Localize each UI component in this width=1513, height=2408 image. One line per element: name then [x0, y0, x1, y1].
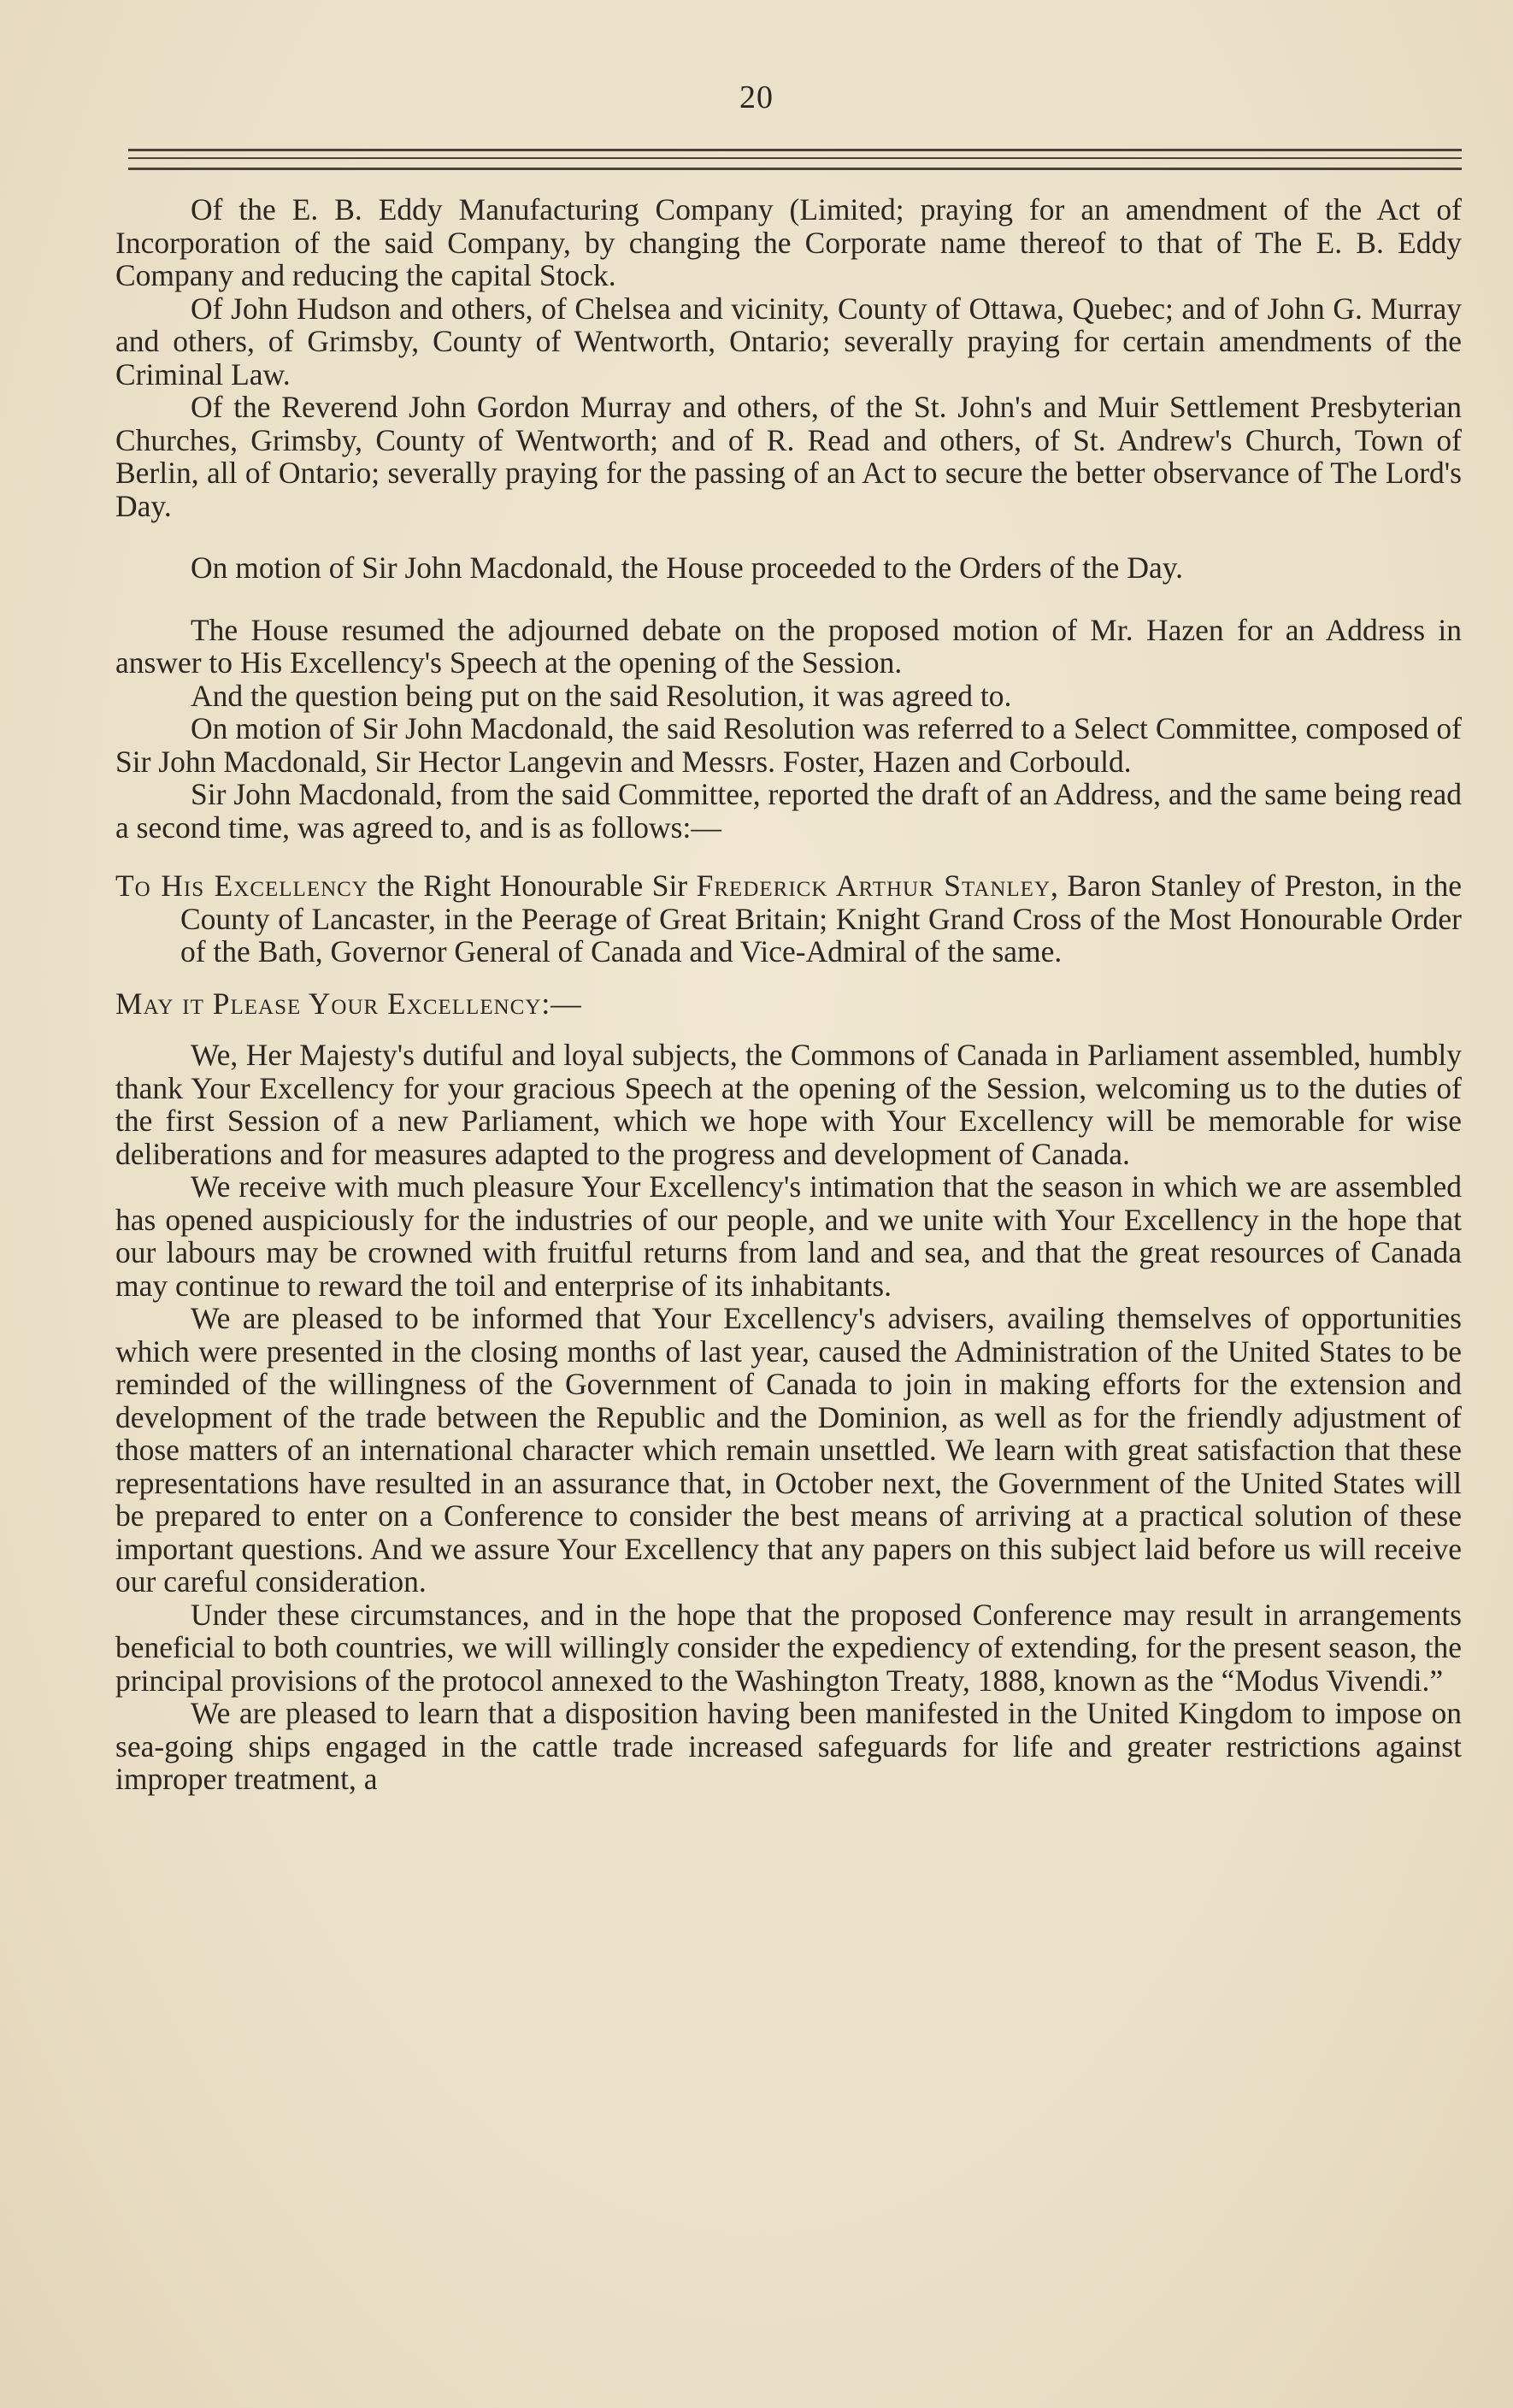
petition-murray: Of the Reverend John Gordon Murray and others, of the St. John's and Muir Settlement Presbyterian Churches, Grimsby, County of Wentworth; and of R. Read and others, of St. Andrew's Church, Town of Berlin, all of Ontario; severally praying for the passing of an Act to secure the better observance of The Lord's Day.: [115, 390, 1462, 523]
petition-eddy: Of the E. B. Eddy Manufacturing Company (Limited; praying for an amendment of the Act of Incorporation of the said Company, by changing the Corporate name thereof to that of The E. B. Eddy Company and reducing the capital Stock.: [115, 192, 1462, 292]
governor-name: Frederick Arthur Stanley: [696, 868, 1051, 903]
adjourned-debate: The House resumed the adjourned debate on the proposed motion of Mr. Hazen for an Address in answer to His Excellency's Speech at the opening of the Session.: [115, 612, 1462, 680]
select-committee: On motion of Sir John Macdonald, the said Resolution was referred to a Select Committee, composed of Sir John Macdonald, Sir Hector Langevin and Messrs. Foster, Hazen and Corbould.: [115, 711, 1462, 779]
address-paragraph-conference: We are pleased to be informed that Your Excellency's advisers, availing themselves of opportunities which were presented in the closing months of last year, caused the Administration of the United States to be reminded of the willingness of the Government of Canada to join in making efforts for the extension and development of the trade between the Republic and the Dominion, as well as for the friendly adjustment of those matters of an international character which remain unsettled. We learn with great satisfaction that these representations have resulted in an assurance that, in October next, the Government of the United States will be prepared to enter on a Conference to consider the best means of arriving at a practical solution of these important questions. And we assure Your Excellency that any papers on this subject laid before us will receive our careful consideration.: [115, 1301, 1462, 1598]
petition-hudson: Of John Hudson and others, of Chelsea and vicinity, County of Ottawa, Quebec; and of John G. Murray and others, of Grimsby, County of Wentworth, Ontario; severally praying for certain amendments of the Criminal Law.: [115, 291, 1462, 392]
address-paragraph-season: We receive with much pleasure Your Excellency's intimation that the season in which we are assembled has opened auspiciously for the industries of our people, and we unite with Your Excellency in the hope that our labours may be crowned with fruitful returns from land and sea, and that the great resources of Canada may continue to reward the toil and enterprise of its inhabitants.: [115, 1169, 1462, 1303]
address-recipient: [115, 869, 1462, 968]
page-number: 20: [739, 79, 774, 115]
address-paragraph-modus-vivendi: Under these circumstances, and in the hope that the proposed Conference may result in arrangements beneficial to both countries, we will willingly consider the expediency of extending, for the present season, the principal provisions of the protocol annexed to the Washington Treaty, 1888, known as the “Modus Vivendi.”: [115, 1597, 1462, 1698]
salutation: May it Please Your Excellency:—: [115, 986, 582, 1021]
committee-report: Sir John Macdonald, from the said Committee, reported the draft of an Address, and the same being read a second time, was agreed to, and is as follows:—: [115, 777, 1462, 845]
address-to-mid: the Right Honourable Sir: [368, 868, 697, 903]
header-rule: [128, 157, 1462, 159]
page-body: [115, 193, 1462, 1796]
address-to-prefix: To His Excellency: [115, 868, 368, 903]
orders-of-the-day: On motion of Sir John Macdonald, the House proceeded to the Orders of the Day.: [191, 550, 1184, 585]
address-paragraph-cattle-trade: We are pleased to learn that a disposition having been manifested in the United Kingdom to impose on sea-going ships engaged in the cattle trade increased safeguards for life and greater restrictions against improper treatment, a: [115, 1696, 1462, 1796]
address-paragraph-thanks: We, Her Majesty's dutiful and loyal subjects, the Commons of Canada in Parliament assembled, humbly thank Your Excellency for your gracious Speech at the opening of the Session, welcoming us to the duties of the first Session of a new Parliament, which we hope with Your Excellency will be memorable for wise deliberations and for measures adapted to the progress and development of Canada.: [115, 1038, 1462, 1171]
address-to-rest: , Baron Stanley of Preston, in the County of Lancaster, in the Peerage of Great Britain; Knight Grand Cross of the Most Honourable Order of the Bath, Governor General of Canada and Vice-Admiral of the same.: [180, 868, 1462, 968]
header-rule: [128, 149, 1462, 151]
header-rule: [128, 168, 1462, 170]
question-agreed: And the question being put on the said Resolution, it was agreed to.: [191, 678, 1012, 713]
